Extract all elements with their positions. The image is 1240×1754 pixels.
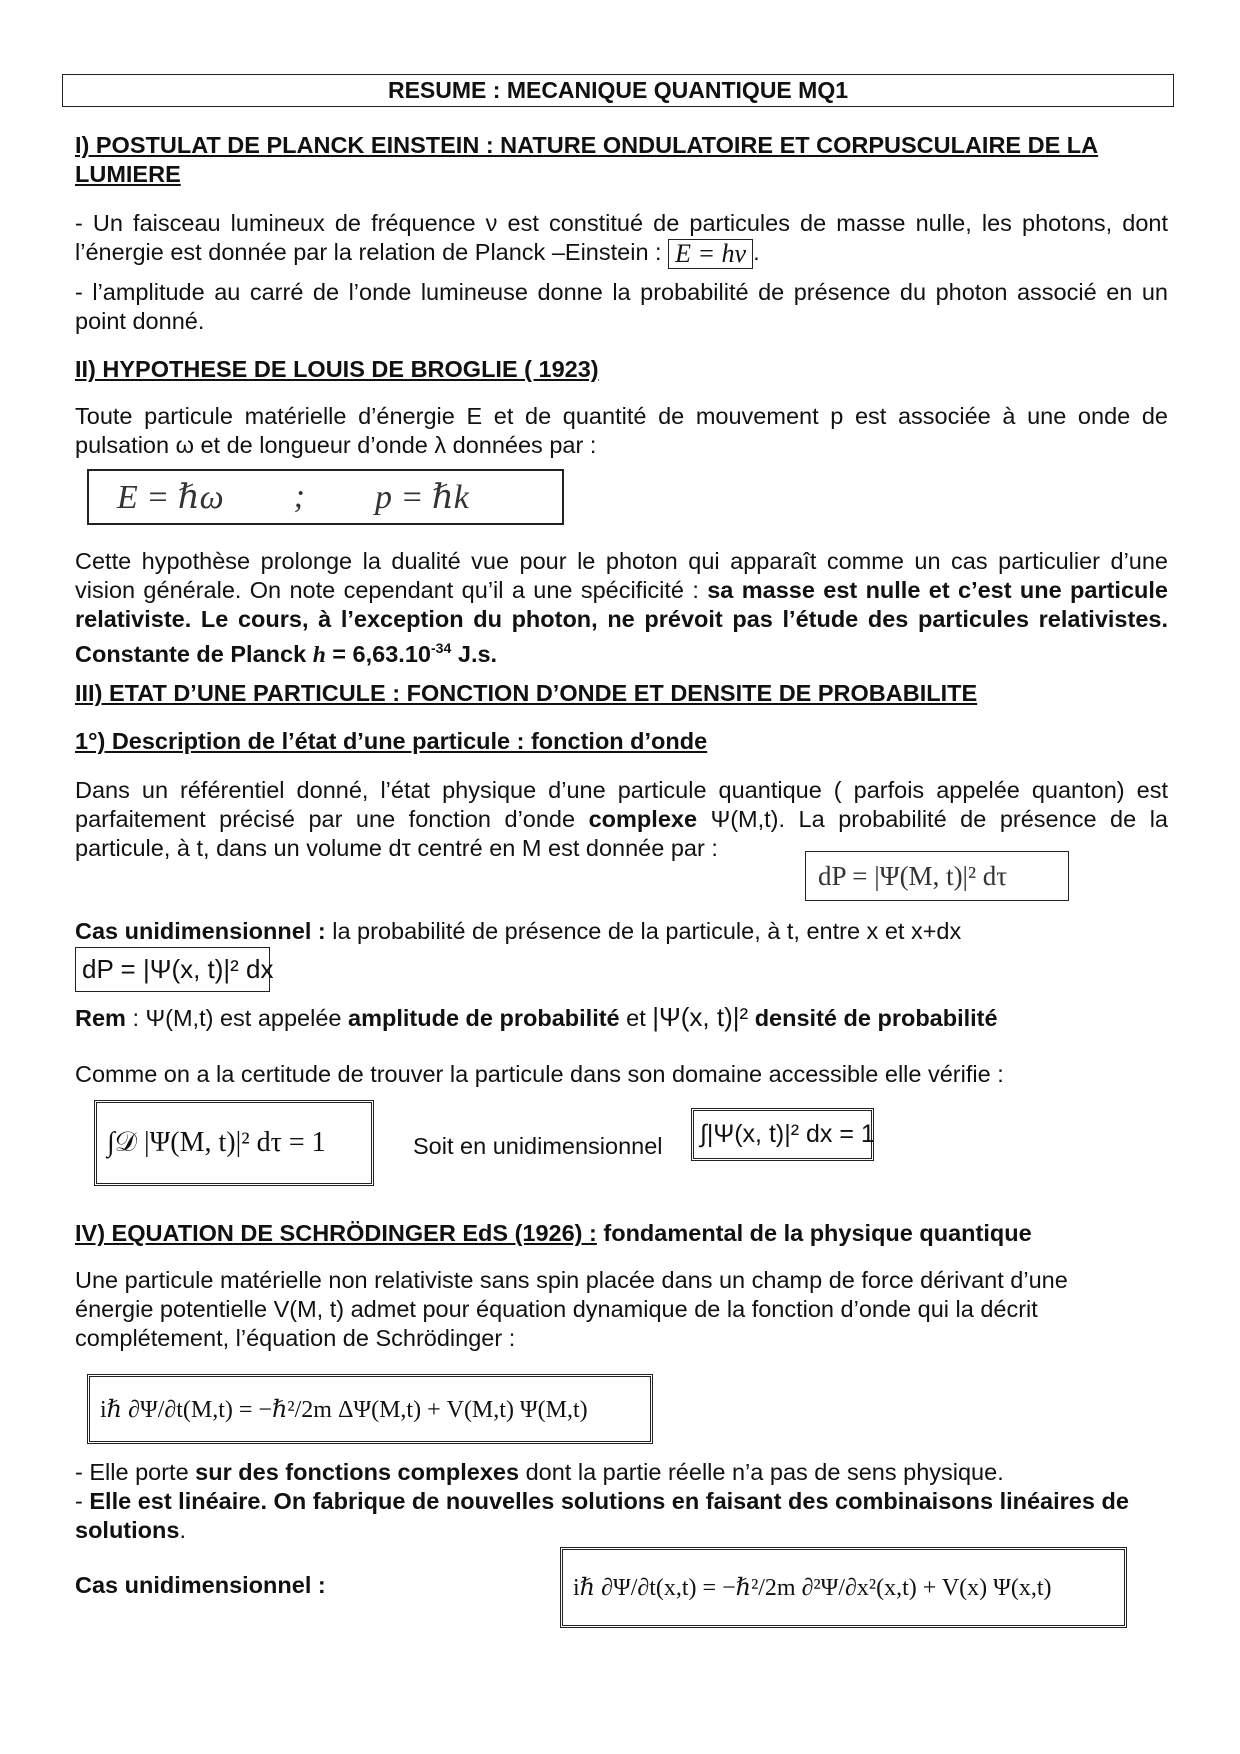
rem-bold-amplitude: amplitude de probabilité: [348, 1005, 620, 1031]
section-2-paragraph-1: Toute particule matérielle d’énergie E et de quantité de mouvement p est associée à une onde de pulsation ω et de longueur d’onde λ données par :: [75, 403, 1168, 458]
line-2-bold: Elle est linéaire. On fabrique de nouvelles solutions en faisant des combinaisons linéaires de solutions: [75, 1488, 1129, 1543]
planck-einstein-formula: E = hν: [668, 239, 753, 269]
de-broglie-formula-box: [87, 469, 564, 525]
uni-label: Cas unidimensionnel :: [75, 918, 326, 944]
section-2-heading: II) HYPOTHESE DE LOUIS DE BROGLIE ( 1923): [75, 356, 599, 382]
section-3-heading: III) ETAT D’UNE PARTICULE : FONCTION D’ONDE ET DENSITE DE PROBABILITE: [75, 680, 978, 706]
section-4-paragraph-1: Une particule matérielle non relativiste sans spin placée dans un champ de force dérivant d’une énergie potentielle V(M, t) admet pour équation dynamique de la fonction d’onde qui la décrit complétement, l’équation de Schrödinger :: [75, 1267, 1068, 1351]
planck-constant-unit: J.s.: [457, 640, 498, 667]
line-2-dash: -: [75, 1488, 83, 1514]
rem-text-b: et: [626, 1005, 646, 1031]
de-broglie-separator: ;: [293, 478, 305, 515]
uni-text: la probabilité de présence de la particule, à t, entre x et x+dx: [332, 918, 962, 944]
line-2-period: .: [179, 1517, 186, 1543]
section-2-paragraph-2: [75, 547, 1168, 670]
section-4-line-1: [75, 1458, 1168, 1487]
uni-formula-box: [75, 947, 274, 992]
rem-text-a: : Ψ(M,t) est appelée: [132, 1005, 342, 1031]
section-3-paragraph-1: [75, 776, 1168, 863]
section-1-paragraph-1: [75, 209, 1168, 269]
section-4-heading-rest: fondamental de la physique quantique: [603, 1220, 1032, 1246]
normalization-uni-formula-box: [691, 1108, 874, 1161]
schrodinger-uni-equation: iℏ ∂Ψ/∂t(x,t) = −ℏ²/2m ∂²Ψ/∂x²(x,t) + V(x) Ψ(x,t): [573, 1575, 1052, 1601]
section-1-paragraph-2: - l’amplitude au carré de l’onde lumineuse donne la probabilité de présence du photon associé en un point donné.: [75, 279, 1168, 334]
schrodinger-uni-equation-box: [560, 1547, 1127, 1628]
planck-constant-value: = 6,63.10: [332, 640, 431, 667]
schrodinger-equation: iℏ ∂Ψ/∂t(M,t) = −ℏ²/2m ΔΨ(M,t) + V(M,t) Ψ(M,t): [100, 1396, 588, 1423]
de-broglie-momentum: p = ℏk: [374, 479, 469, 516]
line-1-text-a: - Elle porte: [75, 1459, 189, 1485]
section-3-text-b: Ψ(M,t). La probabilité de présence de la particule, à t, dans un volume dτ centré en M est donnée par :: [75, 806, 1168, 861]
normalization-uni-formula: ∫|Ψ(x, t)|² dx = 1: [700, 1120, 875, 1148]
rem-line: [75, 1003, 1168, 1033]
line-1-bold: sur des fonctions complexes: [195, 1459, 520, 1485]
certitude-paragraph: Comme on a la certitude de trouver la particule dans son domaine accessible elle vérifie :: [75, 1061, 1004, 1087]
planck-constant-exponent: -34: [430, 640, 452, 656]
section-3-uni-line: [75, 917, 1168, 946]
uni-formula: dP = |Ψ(x, t)|² dx: [82, 954, 274, 984]
soit-unidimensionnel-text: Soit en unidimensionnel: [413, 1133, 663, 1159]
section-4-heading-underlined: IV) EQUATION DE SCHRÖDINGER EdS (1926) :: [75, 1220, 597, 1246]
section-3-bold-complexe: complexe: [588, 806, 698, 832]
normalization-formula-box: [94, 1100, 374, 1186]
section-4-line-2: [75, 1487, 1168, 1545]
de-broglie-energy: E = ℏω: [117, 479, 224, 516]
document-title: RESUME : MECANIQUE QUANTIQUE MQ1: [62, 74, 1174, 107]
normalization-formula: ∫𝒟 |Ψ(M, t)|² dτ = 1: [107, 1127, 326, 1158]
section-1-heading: I) POSTULAT DE PLANCK EINSTEIN : NATURE ONDULATOIRE ET CORPUSCULAIRE DE LA LUMIERE: [75, 132, 1099, 187]
rem-psi: |Ψ(x, t)|²: [652, 1002, 749, 1032]
section-2-text: Cette hypothèse prolonge la dualité vue pour le photon qui apparaît comme un cas particulier d’une vision générale. On note cependant qu’il a une spécificité :: [75, 548, 1168, 603]
section-3-subheading: 1°) Description de l’état d’une particule : fonction d’onde: [75, 728, 708, 754]
probability-formula: dP = |Ψ(M, t)|² dτ: [818, 860, 1008, 891]
rem-bold-density: densité de probabilité: [754, 1005, 998, 1031]
section-1-text: - Un faisceau lumineux de fréquence ν est constitué de particules de masse nulle, les photons, dont l’énergie est donnée par la relation de Planck –Einstein :: [75, 210, 1168, 265]
section-4-heading: [75, 1219, 1168, 1248]
section-2-bold-text: sa masse est nulle et c’est une particule relativiste. Le cours, à l’exception du photon, ne prévoit pas l’étude des particules relativistes. Constante de Planck: [75, 577, 1168, 667]
section-3-text-a: Dans un référentiel donné, l’état physique d’une particule quantique ( parfois appelée quanton) est parfaitement précisé par une fonction d’onde: [75, 777, 1168, 832]
line-1-text-b: dont la partie réelle n’a pas de sens physique.: [525, 1459, 1004, 1485]
section-1-period: .: [753, 239, 760, 265]
section-4-uni-label: Cas unidimensionnel :: [75, 1572, 326, 1598]
planck-constant-symbol: h: [312, 641, 326, 668]
rem-label: Rem: [75, 1005, 126, 1031]
schrodinger-equation-box: [87, 1374, 653, 1444]
probability-formula-box: [805, 851, 1069, 901]
